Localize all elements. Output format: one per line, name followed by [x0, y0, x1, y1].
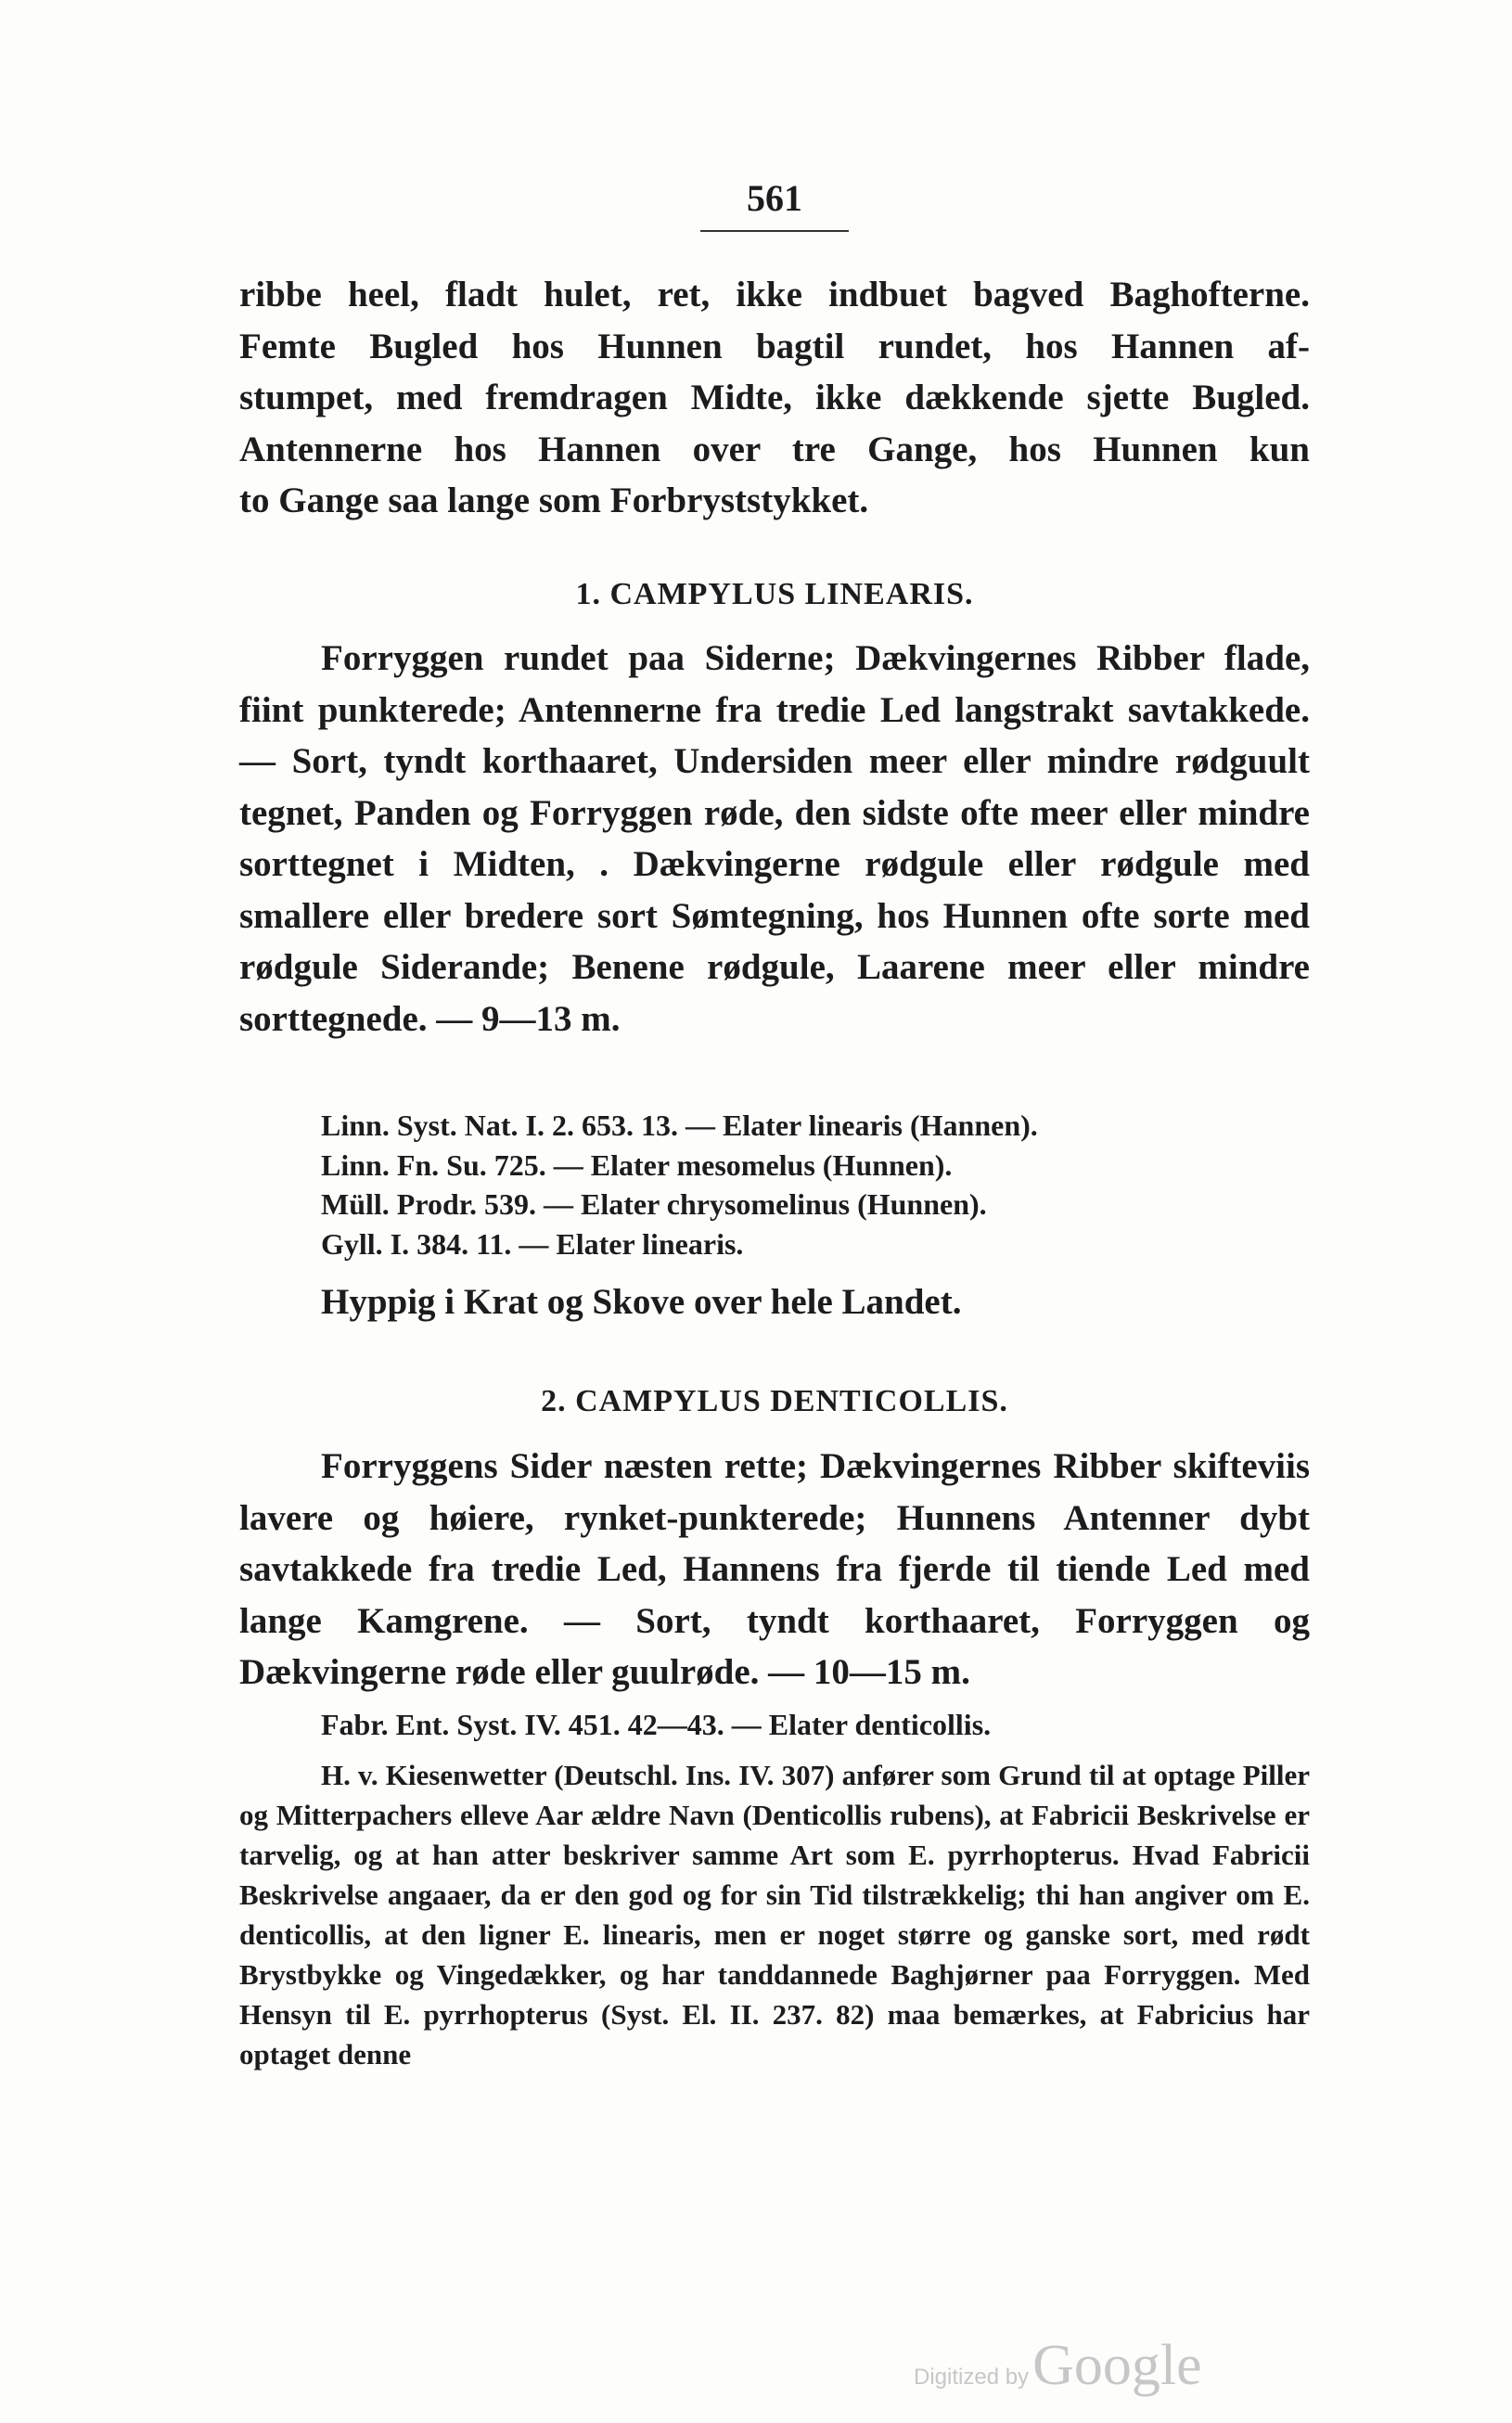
reference-list [321, 1705, 1310, 1745]
species-description [239, 1441, 1310, 1699]
intro-paragraph [239, 269, 1310, 527]
species-heading: 1. CAMPYLUS LINEARIS. [575, 577, 974, 611]
google-logo: Google [1032, 2334, 1202, 2397]
intro-line: Antennerne hos Hannen over tre Gange, hos Hunnen kun [239, 429, 1310, 469]
intro-line: stumpet, med fremdragen Midte, ikke dækkende sjette Bugled. [239, 378, 1310, 417]
digitized-watermark [914, 2333, 1202, 2399]
page-number: 561 [747, 177, 802, 219]
intro-line: Femte Bugled hos Hunnen bagtil rundet, hos Hannen af- [239, 326, 1310, 366]
reference-list [321, 1106, 1310, 1263]
description-text: Forryggen rundet paa Siderne; Dækvingernes Ribber flade, fiint punkterede; Antennerne fra tredie Led langstrakt savtakkede. — Sort, tyndt korthaaret, Undersiden meer eller mindre rødguult tegnet, Panden og Forryggen røde, den sidste ofte meer eller mindre sorttegnet i Midten, . Dækvingerne rødgule eller rødgule med smallere eller bredere sort Sømtegning, hos Hunnen ofte sorte med rødgule Siderande; Benene rødgule, Laarene meer eller mindre sorttegnede. — 9—13 m. [239, 638, 1310, 1039]
footnote-paragraph [239, 1755, 1310, 2074]
species-description [239, 633, 1310, 1045]
intro-line: to Gange saa lange som Forbryststykket. [239, 481, 869, 520]
reference-item: Linn. Fn. Su. 725. — Elater mesomelus (Hunnen). [321, 1147, 953, 1182]
description-text: Forryggens Sider næsten rette; Dækvingernes Ribber skifteviis lavere og høiere, rynket-punkterede; Hunnens Antenner dybt savtakkede fra tredie Led, Hannens fra fjerde til tiende Led med lange Kamgrene. — Sort, tyndt korthaaret, Forryggen og Dækvingerne røde eller guulrøde. — 10—15 m. [239, 1446, 1310, 1692]
intro-line: ribbe heel, fladt hulet, ret, ikke indbuet bagved Baghofterne. [239, 275, 1310, 314]
page-number-rule [700, 230, 849, 232]
watermark-prefix: Digitized by [914, 2365, 1030, 2390]
reference-item: Fabr. Ent. Syst. IV. 451. 42—43. — Elater denticollis. [321, 1708, 992, 1741]
species-heading: 2. CAMPYLUS DENTICOLLIS. [541, 1384, 1008, 1418]
reference-item: Gyll. I. 384. 11. — Elater linearis. [321, 1226, 744, 1261]
occurrence-text: Hyppig i Krat og Skove over hele Landet. [321, 1282, 962, 1322]
reference-item: Müll. Prodr. 539. — Elater chrysomelinus (Hunnen). [321, 1187, 987, 1221]
reference-item: Linn. Syst. Nat. I. 2. 653. 13. — Elater linearis (Hannen). [321, 1109, 1038, 1142]
note-text: H. v. Kiesenwetter (Deutschl. Ins. IV. 307) anfører som Grund til at optage Piller og Mitterpachers elleve Aar ældre Navn (Denticollis rubens), at Fabricii Beskrivelse er tarvelig, og at han atter beskriver samme Art som E. pyrrhopterus. Hvad Fabricii Beskrivelse angaaer, da er den god og for sin Tid tilstrækkelig; thi han angiver om E. denticollis, at den ligner E. linearis, men er noget større og ganske sort, med rødt Brystbykke og Vingedækker, og har tanddannede Baghjørner paa Forryggen. Med Hensyn til E. pyrrhopterus (Syst. El. II. 237. 82) maa bemærkes, at Fabricius har optaget denne [239, 1759, 1310, 2070]
